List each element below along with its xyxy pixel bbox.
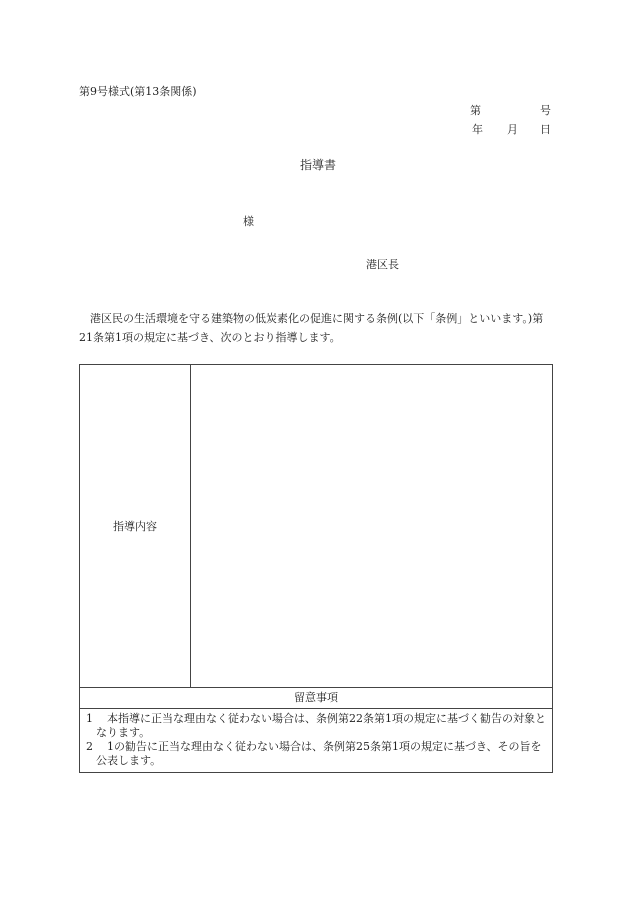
note-item <box>86 740 546 768</box>
issuer-name: 港区長 <box>366 258 399 271</box>
notes-list <box>80 709 552 772</box>
date-day-label: 日 <box>540 123 551 136</box>
guidance-label-cell <box>80 365 191 687</box>
form-title: 第9号様式(第13条関係) <box>79 85 197 98</box>
recipient-honorific: 様 <box>243 215 254 228</box>
guidance-row <box>80 365 552 688</box>
guidance-label: 指導内容 <box>113 520 157 533</box>
notes-header: 留意事項 <box>80 688 552 709</box>
document-number-suffix: 号 <box>540 104 551 117</box>
date-month-label: 月 <box>507 123 518 136</box>
note-number: 2 <box>86 740 93 753</box>
date-year-label: 年 <box>472 123 483 136</box>
document-number-prefix: 第 <box>470 104 481 117</box>
guidance-table <box>79 364 553 773</box>
note-text: 本指導に正当な理由なく従わない場合は、条例第22条第1項の規定に基づく勧告の対象となります。 <box>96 712 546 739</box>
document-heading: 指導書 <box>300 158 337 172</box>
body-text: 港区民の生活環境を守る建築物の低炭素化の促進に関する条例(以下「条例」といいます。)第21条第1項の規定に基づき、次のとおり指導します。 <box>79 312 544 344</box>
note-item <box>86 712 546 740</box>
guidance-content-field[interactable] <box>191 365 552 687</box>
note-text: 1の勧告に正当な理由なく従わない場合は、条例第25条第1項の規定に基づき、その旨を公表します。 <box>96 740 542 767</box>
body-paragraph <box>79 309 553 347</box>
note-number: 1 <box>86 712 93 725</box>
